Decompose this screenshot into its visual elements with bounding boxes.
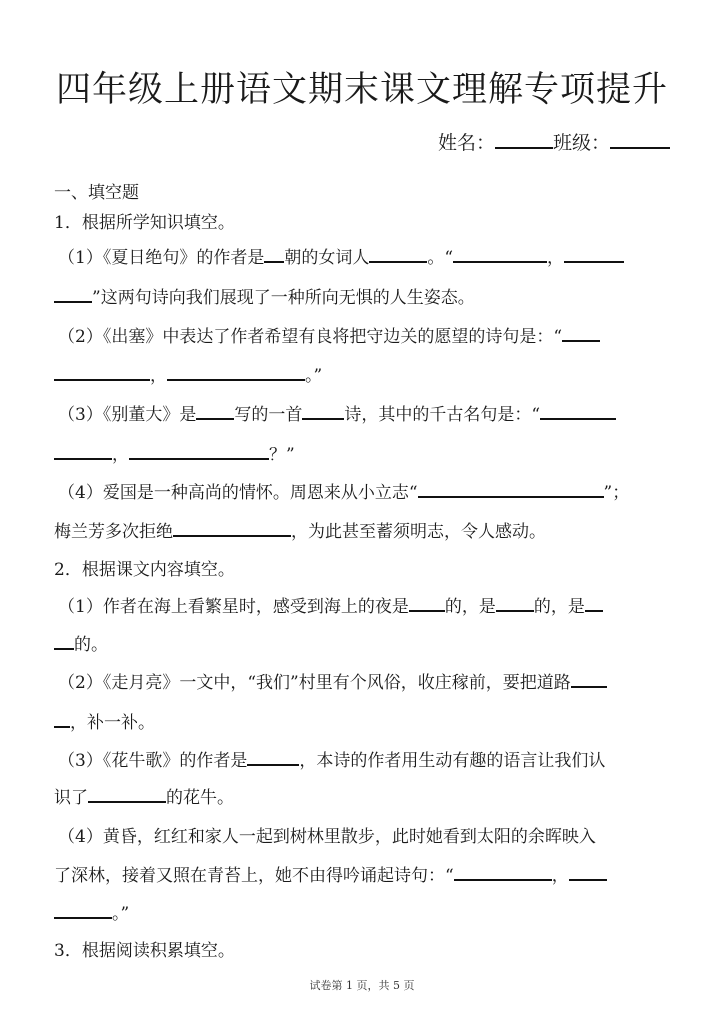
class-blank[interactable] [610, 129, 670, 149]
answer-blank[interactable] [54, 899, 112, 919]
line-text: ”； [603, 483, 630, 503]
line-text: （1）《夏日绝句》的作者是 [58, 248, 265, 268]
line-text: 的。 [74, 635, 108, 655]
name-class-line [438, 128, 670, 155]
text-line [58, 668, 607, 693]
text-line [58, 746, 605, 771]
line-text: ， [150, 366, 167, 386]
text-line [54, 555, 235, 580]
page-footer: 试卷第 1 页，共 5 页 [309, 979, 415, 992]
text-line [54, 630, 108, 655]
answer-blank[interactable] [569, 861, 607, 881]
text-line [58, 592, 603, 617]
answer-blank[interactable] [264, 243, 284, 263]
answer-blank[interactable] [540, 400, 616, 420]
line-text: 的花牛。 [166, 788, 234, 808]
line-text: ， [547, 248, 565, 268]
answer-blank[interactable] [454, 861, 552, 881]
text-line [54, 899, 129, 924]
line-text: （4）黄昏，红红和家人一起到树林里散步，此时她看到太阳的余晖映入 [58, 827, 596, 847]
text-line [54, 361, 322, 386]
line-text: （3）《花牛歌》的作者是 [58, 751, 248, 771]
answer-blank[interactable] [196, 400, 234, 420]
class-label: 班级： [552, 132, 610, 154]
text-line [54, 440, 295, 465]
text-line [58, 822, 596, 847]
answer-blank[interactable] [418, 478, 604, 498]
answer-blank[interactable] [54, 708, 70, 728]
text-line [58, 478, 629, 503]
line-text: 识了 [54, 788, 88, 808]
line-text: 一、填空题 [54, 183, 139, 203]
answer-blank[interactable] [247, 746, 299, 766]
line-text: 2．根据课文内容填空。 [54, 560, 235, 580]
name-label: 姓名： [437, 132, 495, 154]
answer-blank[interactable] [496, 592, 534, 612]
line-text: 。” [305, 366, 323, 386]
answer-blank[interactable] [453, 243, 547, 263]
line-text: 写的一首 [234, 405, 303, 425]
line-text: 3．根据阅读积累填空。 [54, 941, 235, 961]
line-text: ， [551, 866, 569, 886]
answer-blank[interactable] [54, 630, 74, 650]
text-line [54, 861, 607, 886]
answer-blank[interactable] [571, 668, 607, 688]
answer-blank[interactable] [585, 592, 603, 612]
line-text: ，为此甚至蓄须明志，令人感动。 [291, 522, 546, 542]
answer-blank[interactable] [302, 400, 344, 420]
line-text: 。“ [427, 248, 454, 268]
answer-blank[interactable] [129, 440, 269, 460]
answer-blank[interactable] [369, 243, 427, 263]
line-text: ，本诗的作者用生动有趣的语言让我们认 [299, 751, 606, 771]
text-line [54, 783, 234, 808]
line-text: ，补一补。 [70, 713, 155, 733]
text-line [54, 208, 235, 233]
text-line [54, 936, 235, 961]
text-line [54, 178, 139, 203]
answer-blank[interactable] [409, 592, 445, 612]
answer-blank[interactable] [562, 322, 600, 342]
line-text: 朝的女词人 [284, 248, 370, 268]
answer-blank[interactable] [54, 361, 150, 381]
line-text: ？” [269, 445, 295, 465]
answer-blank[interactable] [167, 361, 305, 381]
line-text: 的，是 [444, 597, 496, 617]
line-text: ”这两句诗向我们展现了一种所向无惧的人生姿态。 [92, 288, 475, 308]
line-text: （1）作者在海上看繁星时，感受到海上的夜是 [58, 597, 409, 617]
answer-blank[interactable] [564, 243, 624, 263]
answer-blank[interactable] [88, 783, 166, 803]
text-line [54, 517, 546, 542]
answer-blank[interactable] [54, 440, 112, 460]
line-text: 。” [112, 904, 130, 924]
name-blank[interactable] [495, 129, 553, 149]
answer-blank[interactable] [54, 283, 92, 303]
answer-blank[interactable] [173, 517, 291, 537]
line-text: 诗，其中的千古名句是：“ [344, 405, 541, 425]
line-text: （4）爱国是一种高尚的情怀。周恩来从小立志“ [58, 483, 418, 503]
line-text: 了深林，接着又照在青苔上，她不由得吟诵起诗句：“ [54, 866, 454, 886]
line-text: （2）《出塞》中表达了作者希望有良将把守边关的愿望的诗句是：“ [58, 327, 563, 347]
line-text: 1．根据所学知识填空。 [54, 213, 235, 233]
text-line [58, 322, 600, 347]
text-line [54, 708, 155, 733]
line-text: 梅兰芳多次拒绝 [54, 522, 173, 542]
document-title: 四年级上册语文期末课文理解专项提升 [55, 70, 668, 110]
line-text: 的，是 [533, 597, 585, 617]
line-text: ， [112, 445, 129, 465]
text-line [58, 400, 616, 425]
text-line [54, 283, 475, 308]
line-text: （2）《走月亮》一文中，“我们”村里有个风俗，收庄稼前，要把道路 [58, 673, 571, 693]
line-text: （3）《别董大》是 [58, 405, 197, 425]
text-line [58, 243, 624, 268]
